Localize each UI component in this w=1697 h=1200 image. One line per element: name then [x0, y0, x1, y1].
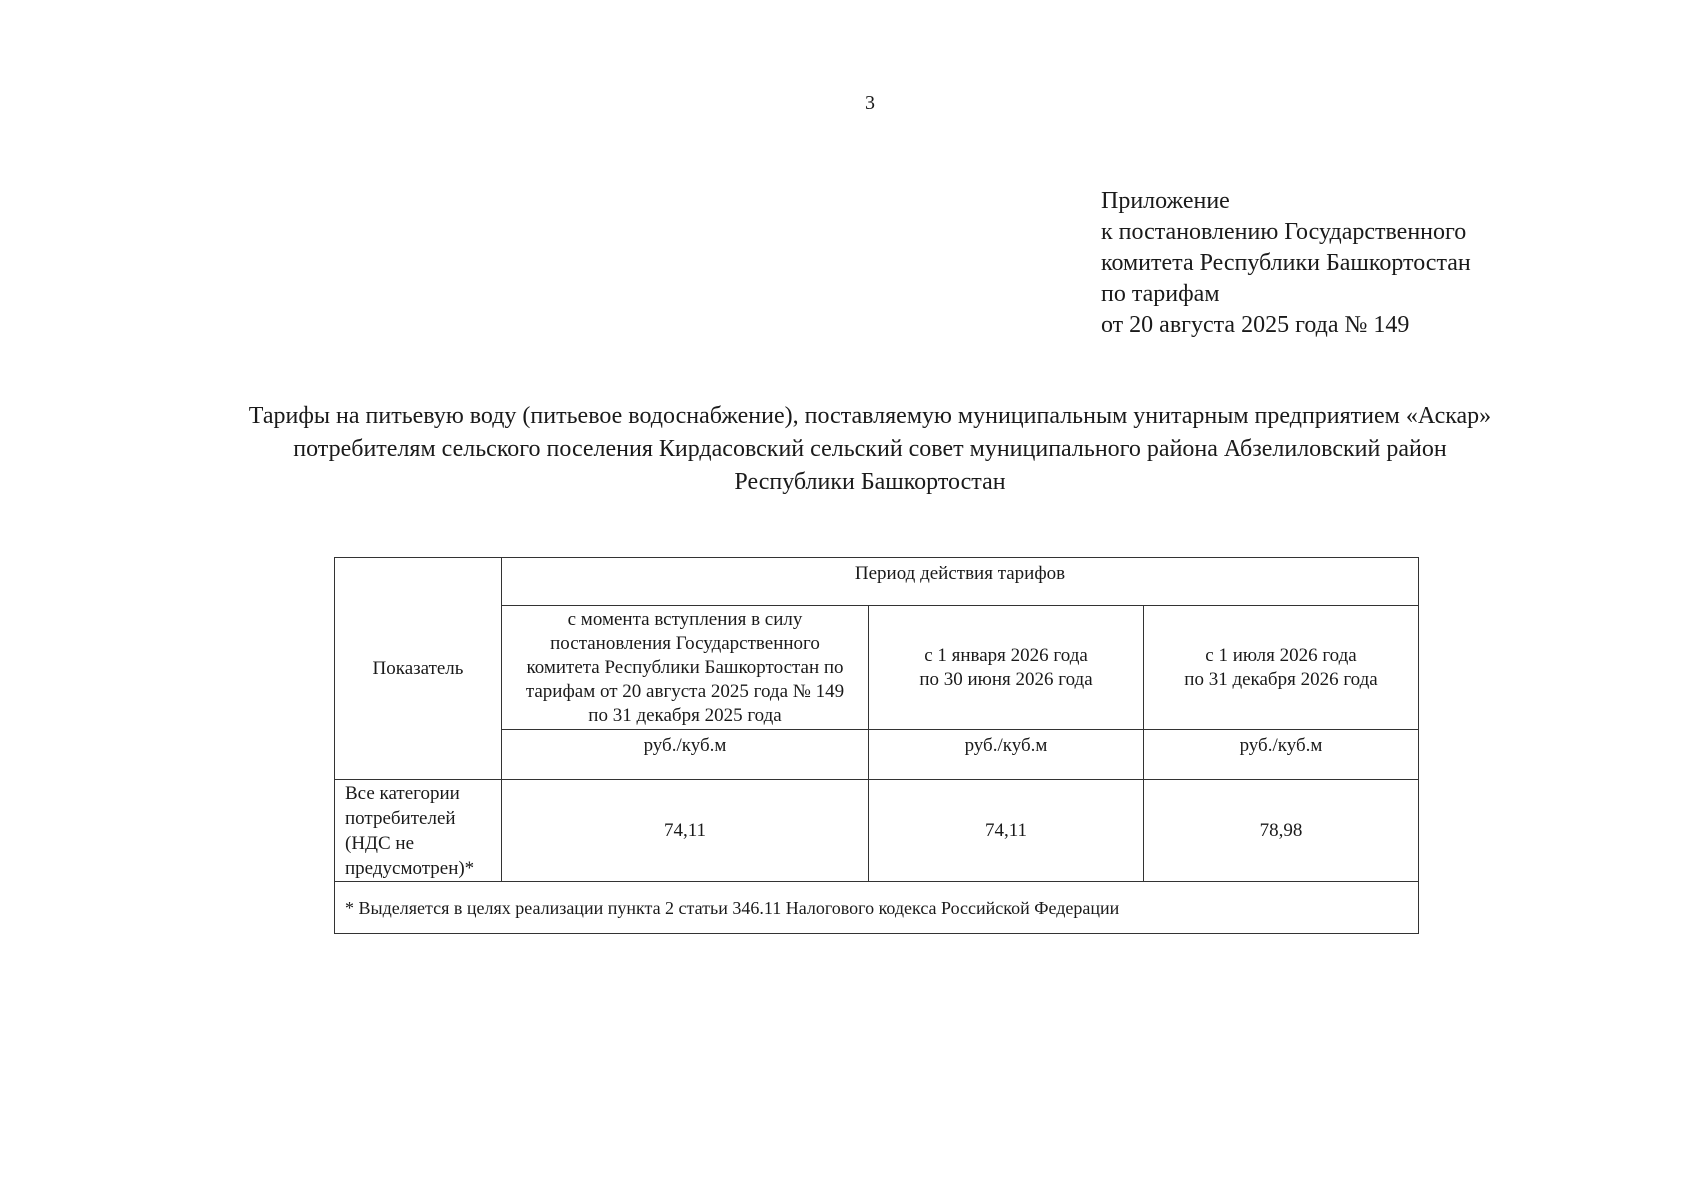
- page-number: 3: [865, 92, 875, 114]
- consumer-category-label: [335, 780, 502, 882]
- period-3-line: с 1 июля 2026 года: [1205, 644, 1357, 666]
- tariff-value: 74,11: [869, 780, 1144, 882]
- period-2-line: по 30 июня 2026 года: [919, 668, 1093, 690]
- label-line: Все категории: [345, 782, 460, 804]
- period-1-line: по 31 декабря 2025 года: [588, 704, 782, 726]
- unit-cell: руб./куб.м: [502, 730, 869, 780]
- appendix-line: по тарифам: [1101, 281, 1220, 307]
- tariff-value: 74,11: [502, 780, 869, 882]
- period-header: Период действия тарифов: [502, 558, 1419, 606]
- label-line: потребителей: [345, 807, 456, 829]
- appendix-line: комитета Республики Башкортостан: [1101, 250, 1471, 276]
- table-header-row: [335, 558, 1419, 606]
- period-1-line: комитета Республики Башкортостан по: [526, 656, 844, 678]
- title-line: Республики Башкортостан: [734, 469, 1006, 495]
- label-line: (НДС не: [345, 832, 415, 854]
- label-line: предусмотрен)*: [345, 857, 475, 879]
- footnote-row: [335, 882, 1419, 934]
- tariff-table: [334, 557, 1419, 934]
- unit-cell: руб./куб.м: [1144, 730, 1419, 780]
- appendix-line: к постановлению Государственного: [1101, 219, 1467, 245]
- period-1-line: тарифам от 20 августа 2025 года № 149: [525, 680, 845, 702]
- period-2-line: с 1 января 2026 года: [924, 644, 1088, 666]
- period-1-cell: [502, 606, 869, 730]
- title-line: Тарифы на питьевую воду (питьевое водоснабжение), поставляемую муниципальным унитарным предприятием «Аскар»: [248, 403, 1492, 429]
- period-2-cell: [869, 606, 1144, 730]
- period-1-line: постановления Государственного: [550, 632, 820, 654]
- footnote: * Выделяется в целях реализации пункта 2 статьи 346.11 Налогового кодекса Российской Федерации: [335, 882, 1419, 934]
- table-row: [335, 780, 1419, 882]
- period-1-line: с момента вступления в силу: [567, 608, 803, 630]
- unit-cell: руб./куб.м: [869, 730, 1144, 780]
- document-title: [150, 400, 1590, 499]
- appendix-line: Приложение: [1101, 188, 1230, 214]
- tariff-value: 78,98: [1144, 780, 1419, 882]
- period-3-cell: [1144, 606, 1419, 730]
- period-3-line: по 31 декабря 2026 года: [1184, 668, 1378, 690]
- appendix-line: от 20 августа 2025 года № 149: [1101, 312, 1410, 338]
- title-line: потребителям сельского поселения Кирдасовский сельский совет муниципального района Абзелиловский район: [293, 436, 1447, 462]
- indicator-header: Показатель: [335, 558, 502, 780]
- appendix-reference: [1101, 186, 1471, 341]
